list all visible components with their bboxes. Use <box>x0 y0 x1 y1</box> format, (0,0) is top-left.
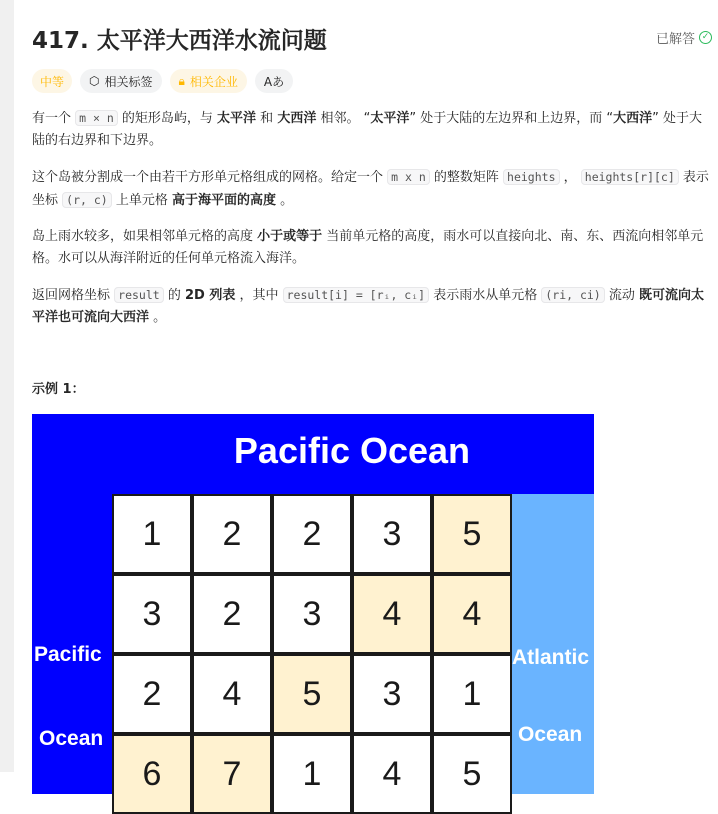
text: 有一个 <box>32 111 76 126</box>
grid-cell: 4 <box>192 654 272 734</box>
text: 。 <box>275 193 294 208</box>
inline-code: m × n <box>75 110 118 126</box>
inline-code: (ri, ci) <box>541 287 604 303</box>
grid-cell: 7 <box>192 734 272 814</box>
related-tags-button[interactable] <box>80 69 162 93</box>
grid-cell: 4 <box>432 574 512 654</box>
bold-text: 小于或等于 <box>257 229 323 244</box>
grid-cell: 1 <box>112 494 192 574</box>
inline-code: result <box>114 287 164 303</box>
inline-code: m x n <box>387 169 430 185</box>
inline-code: (r, c) <box>62 192 112 208</box>
problem-title: 417. 太平洋大西洋水流问题 <box>32 28 327 54</box>
grid-cell: 1 <box>432 654 512 734</box>
grid-cell: 3 <box>272 574 352 654</box>
difficulty-badge: 中等 <box>32 69 72 93</box>
text: 上单元格 <box>111 193 172 208</box>
grid-cell: 2 <box>112 654 192 734</box>
text: 表示雨水从单元格 <box>429 288 542 303</box>
text: ” 处于大陆的右边界和下边界。 <box>32 111 702 148</box>
grid-cell: 3 <box>112 574 192 654</box>
left-panel-edge <box>0 0 14 772</box>
description-paragraph-1 <box>32 107 712 152</box>
lock-icon: 🔒︎ <box>178 73 185 88</box>
atlantic-label-1: Atlantic <box>512 646 590 669</box>
grid-cell: 5 <box>432 734 512 814</box>
description-paragraph-3 <box>32 226 712 270</box>
description-paragraph-4 <box>32 284 712 329</box>
inline-code: heights <box>503 169 559 185</box>
related-companies-label: 相关企业 <box>189 74 238 89</box>
tag-bar <box>32 69 293 93</box>
grid-cell: 6 <box>112 734 192 814</box>
text: 的整数矩阵 <box>429 170 504 185</box>
translate-icon: Aあ <box>263 74 285 89</box>
text: ，其中 <box>235 288 283 303</box>
text: 的 <box>163 288 185 303</box>
bold-text: 既可流向太平洋也可流向大西洋 <box>32 288 705 325</box>
grid-cell: 3 <box>352 654 432 734</box>
grid-cell: 4 <box>352 734 432 814</box>
text: 。 <box>149 310 167 325</box>
bold-text: 大西洋 <box>277 111 317 126</box>
related-tags-label: 相关标签 <box>104 74 153 89</box>
grid-cell: 2 <box>192 494 272 574</box>
solved-status <box>656 28 712 47</box>
tag-icon: ⬡ <box>89 74 100 88</box>
problem-description <box>32 107 712 343</box>
bold-text: 太平洋 <box>217 111 257 126</box>
inline-code: result[i] = [rᵢ, cᵢ] <box>283 287 429 303</box>
pacific-label-1: Pacific <box>34 643 102 666</box>
grid-cell: 5 <box>272 654 352 734</box>
font-toggle-button[interactable] <box>255 69 293 93</box>
text: 表示坐标 <box>32 170 709 208</box>
inline-code: heights[r][c] <box>581 169 679 185</box>
grid-cell: 2 <box>192 574 272 654</box>
grid-cell: 4 <box>352 574 432 654</box>
bold-text: 大西洋 <box>613 111 653 126</box>
description-paragraph-2 <box>32 166 712 212</box>
text: 返回网格坐标 <box>32 288 115 303</box>
text: 当前单元格的高度，雨水可以直接向北、南、东、西流向相邻单元格。水可以从海洋附近的任何单元格流入海洋。 <box>32 229 704 266</box>
bold-text: 2D 列表 <box>184 288 236 303</box>
related-companies-button[interactable] <box>170 69 247 93</box>
text: 这个岛被分割成一个由若干方形单元格组成的网格。给定一个 <box>32 170 388 185</box>
bold-text: 太平洋 <box>370 111 410 126</box>
atlantic-label-2: Ocean <box>518 723 583 746</box>
check-circle-icon: ✓ <box>699 31 712 44</box>
text: 流动 <box>604 288 639 303</box>
heights-grid <box>112 494 512 794</box>
bold-text: 高于海平面的高度 <box>171 193 276 208</box>
grid-cell: 1 <box>272 734 352 814</box>
title-row <box>32 22 712 56</box>
pacific-label-2: Ocean <box>39 727 104 750</box>
grid-cell: 2 <box>272 494 352 574</box>
pacific-ocean-title: Pacific Ocean <box>233 430 471 471</box>
text: 和 <box>256 111 278 126</box>
example-figure <box>32 414 594 793</box>
solved-label: 已解答 <box>655 32 695 47</box>
grid-cell: 3 <box>352 494 432 574</box>
atlantic-ocean-right <box>512 494 594 794</box>
text: ， <box>559 170 581 185</box>
example-1-heading: 示例 1： <box>32 382 85 397</box>
text: ” 处于大陆的左边界和上边界，而 “ <box>409 111 614 126</box>
text: 的矩形岛屿，与 <box>117 111 218 126</box>
text: 岛上雨水较多，如果相邻单元格的高度 <box>32 229 258 244</box>
text: 相邻。 “ <box>316 111 371 126</box>
grid-cell: 5 <box>432 494 512 574</box>
